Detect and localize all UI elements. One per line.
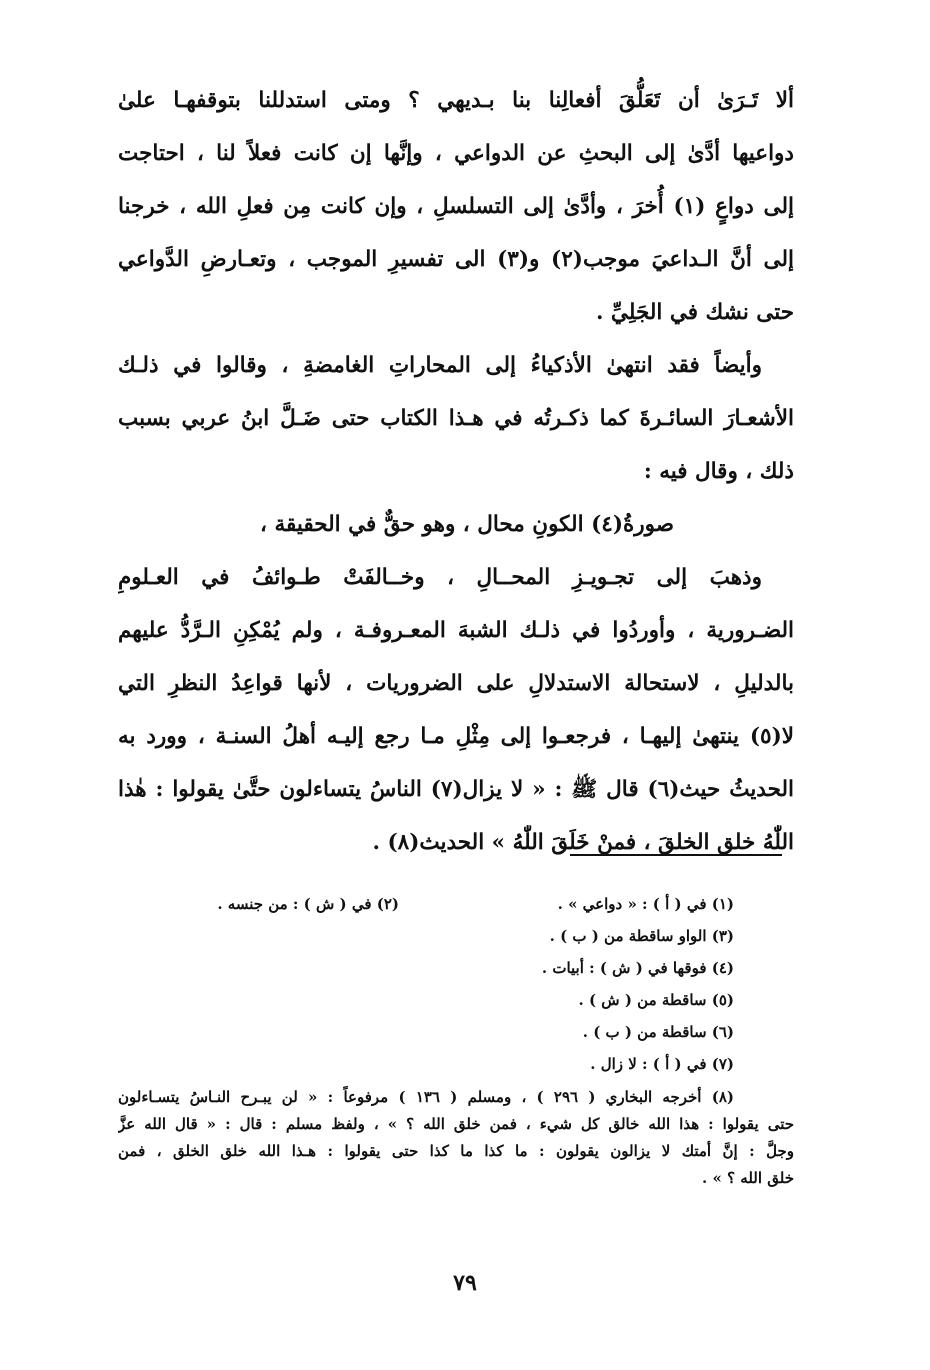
footnote-4: (٤) فوقها في ( ش ) : أبيات .	[541, 959, 734, 977]
text-line: ألا تَـرَىٰ أن تَعَلُّقَ أفعالِنا بنا بـديهي ؟ ومتى استدللنا بتوقفهـا علىٰ	[118, 88, 794, 113]
text-line: وذهبَ إلى تجـويـزِ المحــالِ ، وخــالفَتْ طـوائفُ في العـلومِ	[118, 565, 762, 590]
text-line: لا(٥) ينتهىٰ إليهـا ، فرجعـوا إلى مِثْلِ مـا رجع إليـه أهلُ السنـة ، وورد به	[118, 724, 794, 749]
footnote-row	[118, 952, 794, 984]
footnote-row	[118, 888, 794, 920]
footnote-separator	[570, 854, 782, 856]
footnote-7: (٧) في ( أ ) : لا زال .	[590, 1055, 734, 1073]
footnote-row	[118, 920, 794, 952]
footnote-row	[118, 1048, 794, 1080]
footnote-row	[118, 984, 794, 1016]
footnote-6: (٦) ساقطة من ( ب ) .	[582, 1023, 734, 1041]
page-number: ٧٩	[453, 1270, 477, 1296]
text-line: إلى دواعٍ (١) أُخرَ ، وأدَّىٰ إلى التسلسلِ ، وإن كانت مِن فعلِ الله ، خرجنا	[118, 194, 794, 219]
text-line: اللّٰهُ خلق الخلقَ ، فمنْ خَلَقَ اللّٰهُ » الحديث(٨) .	[372, 830, 794, 855]
footnote-2: (٢) في ( ش ) : من جنسه .	[217, 895, 399, 913]
text-line: الحديثُ حيث(٦) قال ﷺ : « لا يزال(٧) الناسُ يتساءلون حتَّىٰ يقولوا : هٰذا	[118, 777, 794, 802]
footnote-8	[118, 1084, 794, 1192]
footnote-line: حتى يقولوا : هذا الله خالق كل شيء ، فمن خلق الله ؟ » ، ولفظ مسلم : قال : « قال الله عزَّ	[118, 1115, 794, 1133]
text-line: إلى أنَّ الـداعيَ موجب(٢) و(٣) الى تفسيرِ الموجب ، وتعـارضِ الدَّواعي	[118, 247, 794, 272]
text-line: حتى نشك في الجَلِيِّ .	[595, 300, 794, 325]
footnote-3: (٣) الواو ساقطة من ( ب ) .	[549, 927, 734, 945]
text-line: الأشعـارَ السائـرةَ كما ذكـرتُه في هـذا الكتاب حتى ضَـلَّ ابنُ عربي بسبب	[118, 406, 794, 431]
footnote-line: (٨) أخرجه البخاري ( ٢٩٦ ) ، ومسلم ( ١٣٦ ) مرفوعاً : « لن يبـرح النـاسُ يتسـاءلون	[118, 1088, 734, 1106]
footnote-5: (٥) ساقطة من ( ش ) .	[578, 991, 734, 1009]
footnotes	[118, 888, 794, 1192]
text-line: الضـرورية ، وأوردُوا في ذلـك الشبهَ المعـروفـة ، ولم يُمْكِنِ الـرَّدُّ عليهم	[118, 618, 794, 643]
text-line: ذلك ، وقال فيه :	[643, 459, 794, 484]
poem-verse: صورةُ(٤) الكونِ محال ، وهو حقٌّ في الحقيقة ،	[260, 512, 674, 537]
text-line: دواعيها أدَّىٰ إلى البحثِ عن الدواعي ، وإنَّها إن كانت فعلاً لنا ، احتاجت	[118, 141, 794, 166]
text-line: وأيضاً فقد انتهىٰ الأذكياءُ إلى المحاراتِ الغامضةِ ، وقالوا في ذلـك	[118, 353, 762, 378]
footnote-line: خلق الله ؟ » .	[702, 1169, 794, 1187]
footnote-row	[118, 1016, 794, 1048]
footnote-1: (١) في ( أ ) : « دواعي » .	[557, 895, 734, 913]
footnote-line: وجلَّ : إنَّ أمتك لا يزالون يقولون : ما كذا ما كذا حتى يقولوا : هـذا الله خلق الخلق ، فمن	[118, 1142, 794, 1160]
text-line: بالدليلِ ، لاستحالة الاستدلالِ على الضروريات ، لأنها قواعِدُ النظرِ التي	[118, 671, 794, 696]
main-text	[118, 74, 794, 869]
